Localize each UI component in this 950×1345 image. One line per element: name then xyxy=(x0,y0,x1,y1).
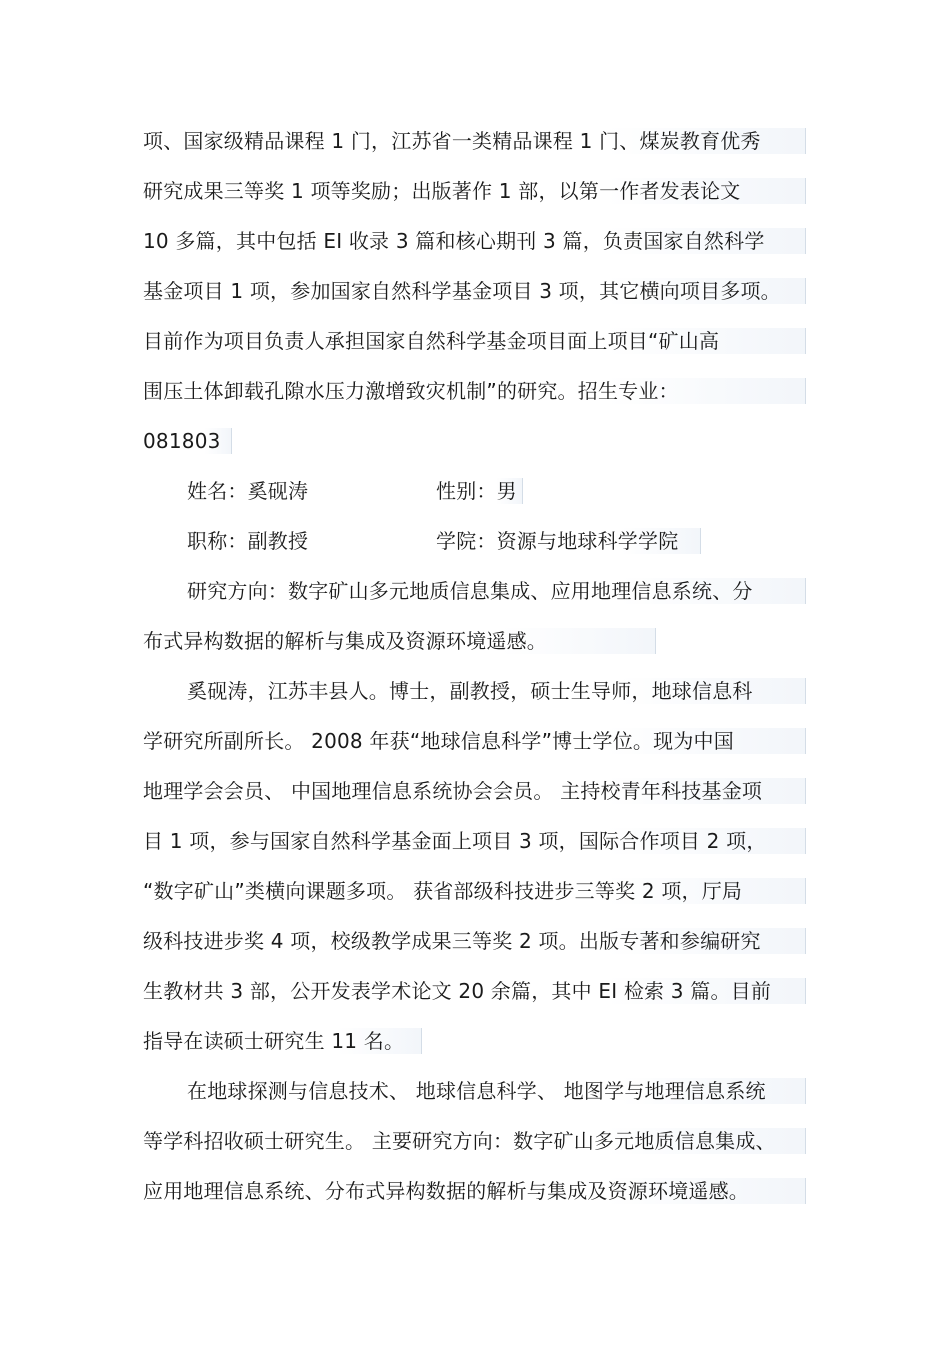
research-direction-line-2: 布式异构数据的解析与集成及资源环境遥感。 xyxy=(143,628,656,654)
text-line-4: 基金项目 1 项，参加国家自然科学基金项目 3 项，其它横向项目多项。 xyxy=(143,278,806,304)
bio-line-4: 目 1 项，参与国家自然科学基金面上项目 3 项，国际合作项目 2 项， xyxy=(143,828,806,854)
text-line-1: 项、国家级精品课程 1 门，江苏省一类精品课程 1 门、煤炭教育优秀 xyxy=(143,128,806,154)
name-field: 姓名：奚砚涛 xyxy=(187,479,309,503)
recruit-line-2: 等学科招收硕士研究生。 主要研究方向：数字矿山多元地质信息集成、 xyxy=(143,1128,806,1154)
major-code: 081803 xyxy=(143,428,232,454)
college-field: 学院：资源与地球科学学院 xyxy=(436,528,701,554)
text-line-2: 研究成果三等奖 1 项等奖励；出版著作 1 部，以第一作者发表论文 xyxy=(143,178,806,204)
text-line-6: 围压土体卸载孔隙水压力激增致灾机制”的研究。招生专业： xyxy=(143,378,806,404)
research-direction-line-1: 研究方向：数字矿山多元地质信息集成、应用地理信息系统、分 xyxy=(187,578,806,604)
title-field: 职称：副教授 xyxy=(187,529,309,553)
bio-line-6: 级科技进步奖 4 项，校级教学成果三等奖 2 项。出版专著和参编研究 xyxy=(143,928,806,954)
bio-line-2: 学研究所副所长。 2008 年获“地球信息科学”博士学位。现为中国 xyxy=(143,728,806,754)
gender-field: 性别：男 xyxy=(436,478,523,504)
recruit-line-1: 在地球探测与信息技术、 地球信息科学、 地图学与地理信息系统 xyxy=(187,1078,806,1104)
bio-line-7: 生教材共 3 部，公开发表学术论文 20 余篇，其中 EI 检索 3 篇。目前 xyxy=(143,978,806,1004)
text-line-3: 10 多篇，其中包括 EI 收录 3 篇和核心期刊 3 篇，负责国家自然科学 xyxy=(143,228,806,254)
bio-line-5: “数字矿山”类横向课题多项。 获省部级科技进步三等奖 2 项，厅局 xyxy=(143,878,806,904)
bio-line-8: 指导在读硕士研究生 11 名。 xyxy=(143,1028,422,1054)
text-line-5: 目前作为项目负责人承担国家自然科学基金项目面上项目“矿山高 xyxy=(143,328,806,354)
recruit-line-3: 应用地理信息系统、分布式异构数据的解析与集成及资源环境遥感。 xyxy=(143,1178,806,1204)
bio-line-1: 奚砚涛，江苏丰县人。博士，副教授，硕士生导师，地球信息科 xyxy=(187,678,806,704)
bio-line-3: 地理学会会员、 中国地理信息系统协会会员。 主持校青年科技基金项 xyxy=(143,778,806,804)
